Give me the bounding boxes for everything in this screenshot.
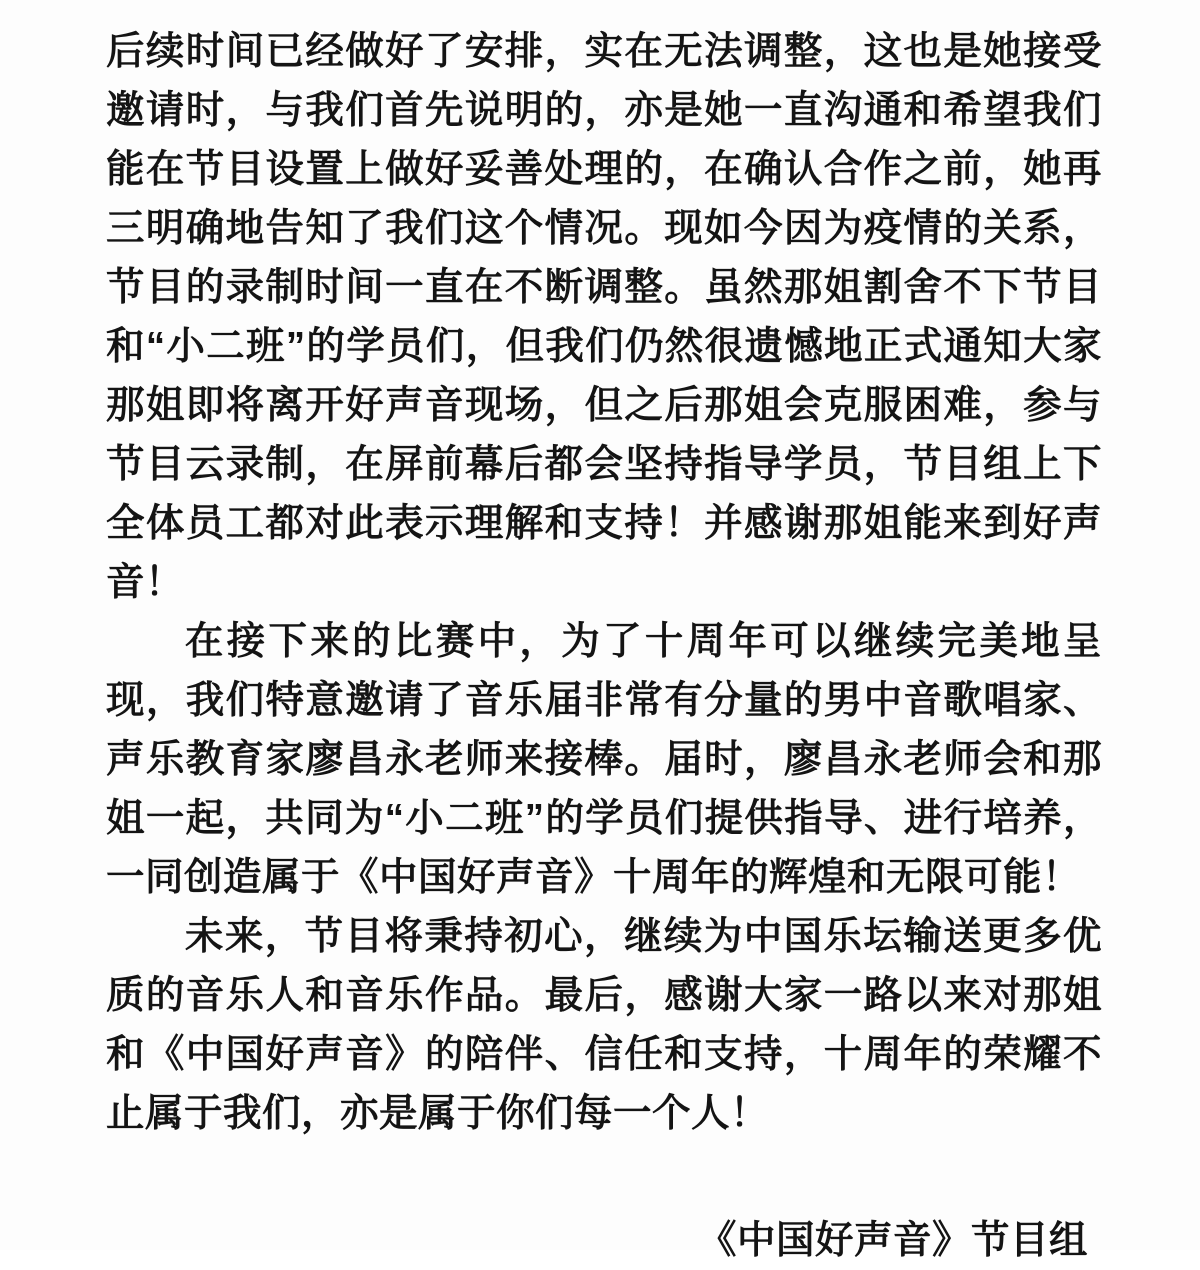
paragraph-1: 后续时间已经做好了安排，实在无法调整，这也是她接受邀请时，与我们首先说明的，亦是她一直沟通和希望我们能在节目设置上做好妥善处理的，在确认合作之前，她再三明确地告知了我们这个情况。现如今因为疫情的关系，节目的录制时间一直在不断调整。虽然那姐割舍不下节目和“小二班”的学员们，但我们仍然很遗憾地正式通知大家那姐即将离开好声音现场，但之后那姐会克服困难，参与节目云录制，在屏前幕后都会坚持指导学员，节目组上下全体员工都对此表示理解和支持！并感谢那姐能来到好声音！	[106, 30, 1102, 604]
paragraph-3: 未来，节目将秉持初心，继续为中国乐坛输送更多优质的音乐人和音乐作品。最后，感谢大家一路以来对那姐和《中国好声音》的陪伴、信任和支持，十周年的荣耀不止属于我们，亦是属于你们每一个人！	[106, 915, 1102, 1135]
signature-program-group: 《中国好声音》节目组	[697, 1219, 1088, 1262]
signature-block	[106, 1211, 1102, 1270]
paragraph-2: 在接下来的比赛中，为了十周年可以继续完美地呈现，我们特意邀请了音乐届非常有分量的男中音歌唱家、声乐教育家廖昌永老师来接棒。届时，廖昌永老师会和那姐一起，共同为“小二班”的学员们提供指导、进行培养，一同创造属于《中国好声音》十周年的辉煌和无限可能！	[106, 620, 1102, 899]
document-body	[106, 22, 1102, 1143]
